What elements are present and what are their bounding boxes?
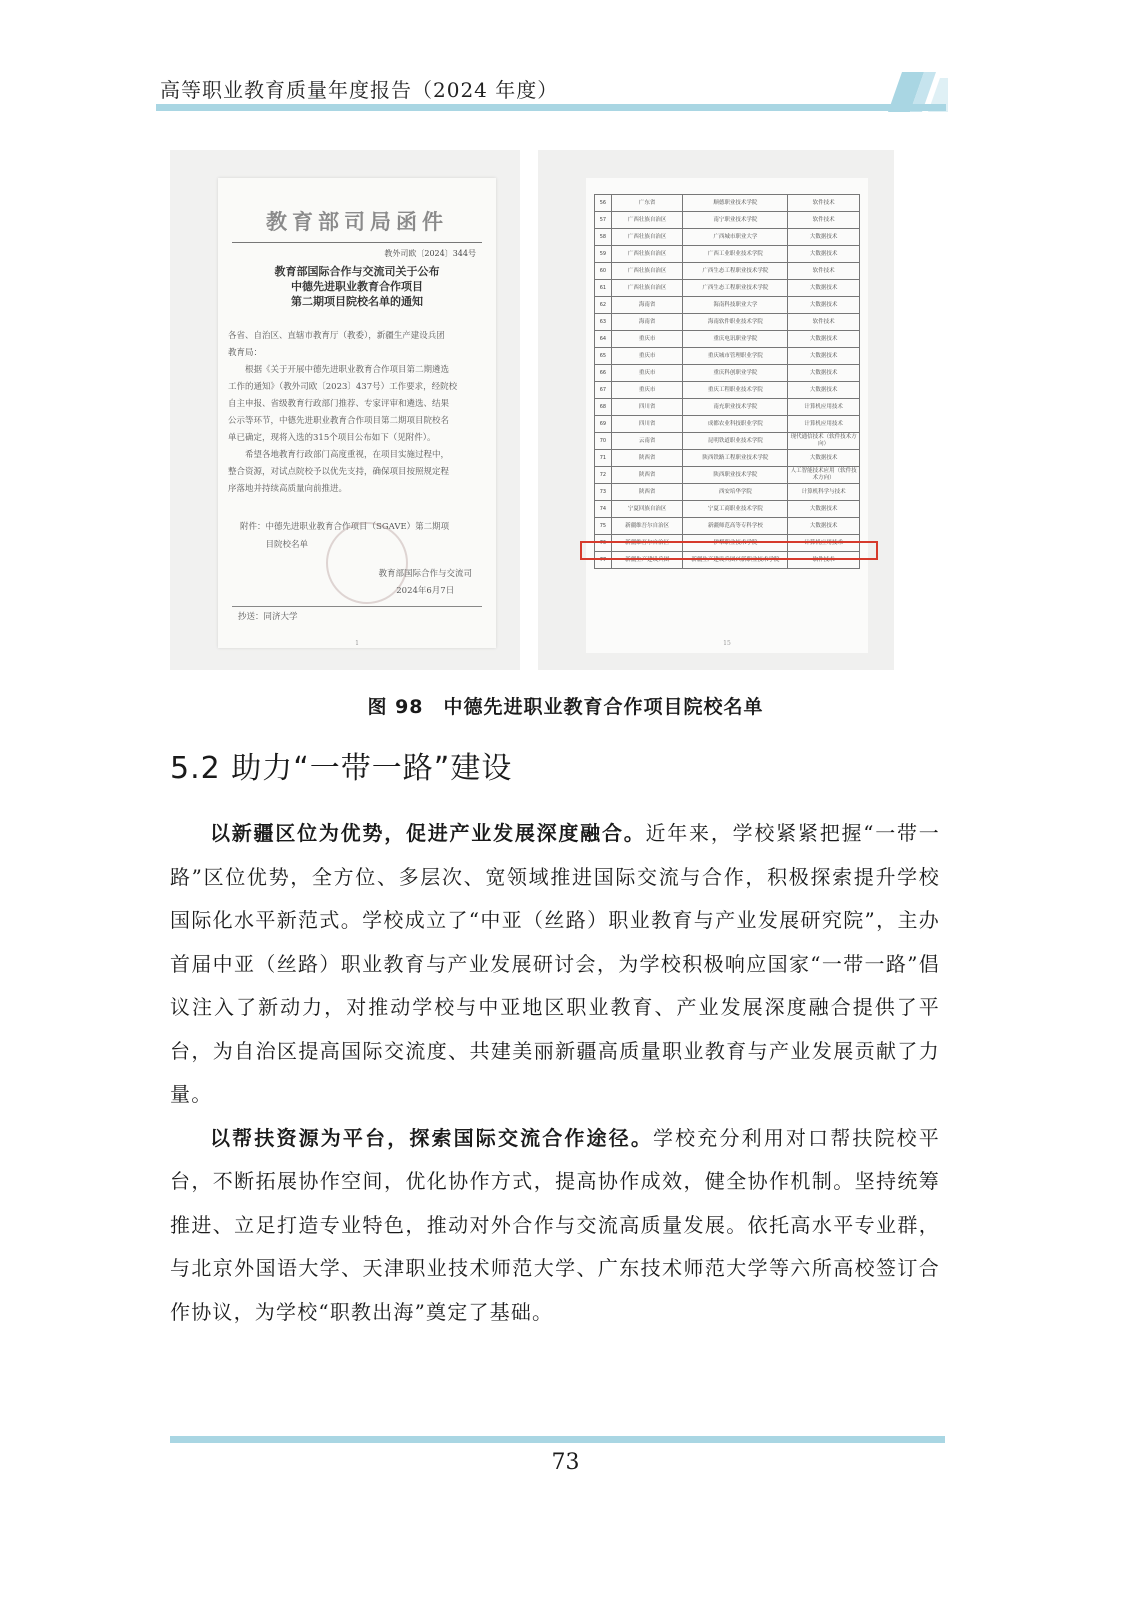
table-cell-school: 重庆电讯职业学院	[683, 331, 788, 348]
table-cell-school: 顺德职业技术学院	[683, 195, 788, 212]
table-cell-major: 软件技术	[788, 212, 860, 229]
table-row	[595, 314, 860, 331]
table-cell-major: 人工智能技术应用（软件技术方向）	[788, 467, 860, 484]
table-row	[595, 280, 860, 297]
section-heading: 5.2 助力“一带一路”建设	[170, 751, 513, 786]
table-row	[595, 450, 860, 467]
table-cell-school: 宁夏工商职业技术学院	[683, 501, 788, 518]
letter-body-line: 自主申报、省级教育行政部门推荐、专家评审和遴选、结果	[228, 399, 450, 409]
letter-body-line: 根据《关于开展中德先进职业教育合作项目第二期遴选	[228, 365, 450, 375]
table-cell-school: 陕西铁路工程职业技术学院	[683, 450, 788, 467]
table-cell-major: 现代通信技术（软件技术方向）	[788, 433, 860, 450]
table-cell-province: 重庆市	[611, 365, 683, 382]
table-cell-school: 伊犁职业技术学院	[683, 535, 788, 552]
letter-body-line: 单已确定，现将入选的315个项目公布如下（见附件）。	[228, 433, 436, 443]
table-cell-major: 大数据技术	[788, 382, 860, 399]
table-cell-no: 61	[595, 280, 612, 297]
table-cell-no: 58	[595, 229, 612, 246]
table-cell-major: 大数据技术	[788, 297, 860, 314]
letter-body-line: 各省、自治区、直辖市教育厅（教委），新疆生产建设兵团	[228, 331, 445, 341]
table-cell-no: 62	[595, 297, 612, 314]
table-cell-no: 59	[595, 246, 612, 263]
table-row	[595, 297, 860, 314]
table-cell-major: 大数据技术	[788, 331, 860, 348]
table-cell-school: 西安培华学院	[683, 484, 788, 501]
table-row	[595, 229, 860, 246]
table-cell-school: 广西工业职业技术学院	[683, 246, 788, 263]
table-row	[595, 382, 860, 399]
footer-rule	[170, 1436, 945, 1443]
table-cell-province: 宁夏回族自治区	[611, 501, 683, 518]
table-cell-no: 63	[595, 314, 612, 331]
table-cell-no: 64	[595, 331, 612, 348]
table-row	[595, 263, 860, 280]
table-cell-province: 四川省	[611, 399, 683, 416]
table-cell-major: 大数据技术	[788, 518, 860, 535]
table-cell-major: 软件技术	[788, 195, 860, 212]
letter-body-line: 整合资源，对试点院校予以优先支持，确保项目按照规定程	[228, 467, 450, 477]
table-cell-school: 重庆科创职业学院	[683, 365, 788, 382]
table-cell-school: 广西生态工程职业技术学院	[683, 280, 788, 297]
table-cell-no: 76	[595, 535, 612, 552]
table-cell-province: 海南省	[611, 297, 683, 314]
table-cell-school: 昆明铁道职业技术学院	[683, 433, 788, 450]
table-cell-school: 成都农业科技职业学院	[683, 416, 788, 433]
paragraph-text: 学校充分利用对口帮扶院校平台，不断拓展协作空间，优化协作方式，提高协作成效，健全协作机制。坚持统筹推进、立足打造专业特色，推动对外合作与交流高质量发展。依托高水平专业群，与北京外国语大学、天津职业技术师范大学、广东技术师范大学等六所高校签订合作协议，为学校“职教出海”奠定了基础。	[170, 1125, 940, 1324]
table-row	[595, 365, 860, 382]
table-row	[595, 195, 860, 212]
table-cell-school: 重庆工程职业技术学院	[683, 382, 788, 399]
table-cell-province: 广西壮族自治区	[611, 280, 683, 297]
table-cell-major: 计算机应用技术	[788, 416, 860, 433]
table-cell-no: 74	[595, 501, 612, 518]
table-cell-school: 海南科技职业大学	[683, 297, 788, 314]
table-cell-major: 大数据技术	[788, 348, 860, 365]
table-cell-province: 广西壮族自治区	[611, 263, 683, 280]
table-row	[595, 467, 860, 484]
table-cell-major: 软件技术	[788, 314, 860, 331]
letter-head-rule	[232, 242, 482, 243]
table-cell-school: 重庆城市管理职业学院	[683, 348, 788, 365]
table-cell-province: 四川省	[611, 416, 683, 433]
table-cell-major: 大数据技术	[788, 501, 860, 518]
table-cell-province: 海南省	[611, 314, 683, 331]
table-cell-province: 陕西省	[611, 450, 683, 467]
table-cell-no: 69	[595, 416, 612, 433]
table-cell-province: 陕西省	[611, 484, 683, 501]
table-row	[595, 399, 860, 416]
notice-letter-page	[218, 178, 496, 648]
letter-sign-line: 2024年6月7日	[396, 586, 455, 596]
table-cell-major: 大数据技术	[788, 450, 860, 467]
table-cell-no: 60	[595, 263, 612, 280]
table-cell-major: 计算机科学与技术	[788, 484, 860, 501]
table-row	[595, 416, 860, 433]
table-cell-no: 70	[595, 433, 612, 450]
table-cell-school: 广西城市职业大学	[683, 229, 788, 246]
table-cell-no: 67	[595, 382, 612, 399]
highlight-box	[580, 541, 878, 560]
table-cell-province: 新疆维吾尔自治区	[611, 535, 683, 552]
letter-title	[238, 264, 476, 309]
list-page-number: 15	[723, 640, 731, 647]
table-cell-province: 新疆维吾尔自治区	[611, 518, 683, 535]
table-cell-no: 73	[595, 484, 612, 501]
header-rule	[156, 104, 946, 111]
table-cell-no: 68	[595, 399, 612, 416]
table-row	[595, 433, 860, 450]
table-row	[595, 331, 860, 348]
letter-doc-number: 教外司欧〔2024〕344号	[384, 249, 476, 258]
table-cell-major: 软件技术	[788, 263, 860, 280]
table-row	[595, 501, 860, 518]
paragraph-lead: 以帮扶资源为平台，探索国际交流合作途径。	[210, 1125, 653, 1150]
table-cell-school: 海南软件职业技术学院	[683, 314, 788, 331]
table-cell-school: 南宁职业技术学院	[683, 212, 788, 229]
paragraph	[170, 1117, 940, 1335]
table-row	[595, 348, 860, 365]
letter-attachment-line: 附件：中德先进职业教育合作项目（SGAVE）第二期项	[240, 522, 450, 532]
table-cell-no: 66	[595, 365, 612, 382]
table-cell-no: 77	[595, 552, 612, 569]
table-cell-major: 大数据技术	[788, 365, 860, 382]
page-number: 73	[551, 1450, 580, 1475]
table-cell-province: 广西壮族自治区	[611, 229, 683, 246]
table-cell-major: 计算机应用技术	[788, 399, 860, 416]
school-list-table	[594, 194, 860, 569]
table-cell-major: 软件技术	[788, 552, 860, 569]
table-cell-no: 71	[595, 450, 612, 467]
table-cell-major: 大数据技术	[788, 280, 860, 297]
table-row	[595, 518, 860, 535]
letter-title-line: 第二期项目院校名单的通知	[291, 295, 423, 308]
table-cell-province: 陕西省	[611, 467, 683, 484]
table-cell-province: 新疆生产建设兵团	[611, 552, 683, 569]
letter-cc-rule	[232, 606, 482, 607]
letter-body-line: 序落地并持续高质量向前推进。	[228, 484, 348, 494]
running-header-title: 高等职业教育质量年度报告（2024 年度）	[160, 78, 559, 102]
letter-body-line: 公示等环节，中德先进职业教育合作项目第二期项目院校名	[228, 416, 450, 426]
letter-cc: 抄送：同济大学	[238, 612, 298, 622]
letter-body	[228, 328, 484, 498]
table-cell-school: 广西生态工程职业技术学院	[683, 263, 788, 280]
letter-title-line: 教育部国际合作与交流司关于公布	[274, 265, 440, 278]
table-cell-school: 南充职业技术学院	[683, 399, 788, 416]
paragraph	[170, 812, 940, 1117]
table-cell-province: 广西壮族自治区	[611, 212, 683, 229]
table-cell-school: 新疆生产建设兵团兴新职业技术学院	[683, 552, 788, 569]
table-cell-no: 57	[595, 212, 612, 229]
table-cell-province: 重庆市	[611, 348, 683, 365]
table-cell-province: 云南省	[611, 433, 683, 450]
table-row	[595, 484, 860, 501]
letter-signature	[378, 566, 472, 600]
table-cell-province: 广西壮族自治区	[611, 246, 683, 263]
table-row	[595, 212, 860, 229]
table-cell-no: 56	[595, 195, 612, 212]
letter-attachment-line: 目院校名单	[240, 540, 309, 550]
table-cell-province: 广东省	[611, 195, 683, 212]
letter-sign-line: 教育部国际合作与交流司	[378, 569, 472, 579]
letter-body-line: 教育局：	[228, 348, 263, 358]
paragraph-lead: 以新疆区位为优势，促进产业发展深度融合。	[210, 821, 646, 845]
table-cell-school: 陕西职业技术学院	[683, 467, 788, 484]
table-cell-major: 计算机应用技术	[788, 535, 860, 552]
figure-caption: 图 98 中德先进职业教育合作项目院校名单	[367, 696, 764, 718]
table-cell-major: 大数据技术	[788, 246, 860, 263]
table-cell-province: 重庆市	[611, 382, 683, 399]
letter-body-line: 希望各地教育行政部门高度重视，在项目实施过程中，	[228, 450, 450, 460]
letter-head: 教育部司局函件	[266, 209, 448, 234]
letter-body-line: 工作的通知》（教外司欧〔2023〕437号）工作要求，经院校	[228, 382, 458, 392]
letter-title-line: 中德先进职业教育合作项目	[291, 280, 423, 293]
school-list-page	[586, 178, 868, 653]
paragraph-text: 近年来，学校紧紧把握“一带一路”区位优势，全方位、多层次、宽领域推进国际交流与合作，积极探索提升学校国际化水平新范式。学校成立了“中亚（丝路）职业教育与产业发展研究院”，主办首届中亚（丝路）职业教育与产业发展研讨会，为学校积极响应国家“一带一路”倡议注入了新动力，对推动学校与中亚地区职业教育、产业发展深度融合提供了平台，为自治区提高国际交流度、共建美丽新疆高质量职业教育与产业发展贡献了力量。	[170, 821, 940, 1106]
table-cell-no: 75	[595, 518, 612, 535]
table-row	[595, 246, 860, 263]
table-cell-major: 大数据技术	[788, 229, 860, 246]
letter-page-number: 1	[355, 640, 359, 647]
table-cell-province: 重庆市	[611, 331, 683, 348]
table-cell-school: 新疆师范高等专科学校	[683, 518, 788, 535]
table-cell-no: 72	[595, 467, 612, 484]
body-text	[170, 812, 940, 1334]
table-cell-no: 65	[595, 348, 612, 365]
